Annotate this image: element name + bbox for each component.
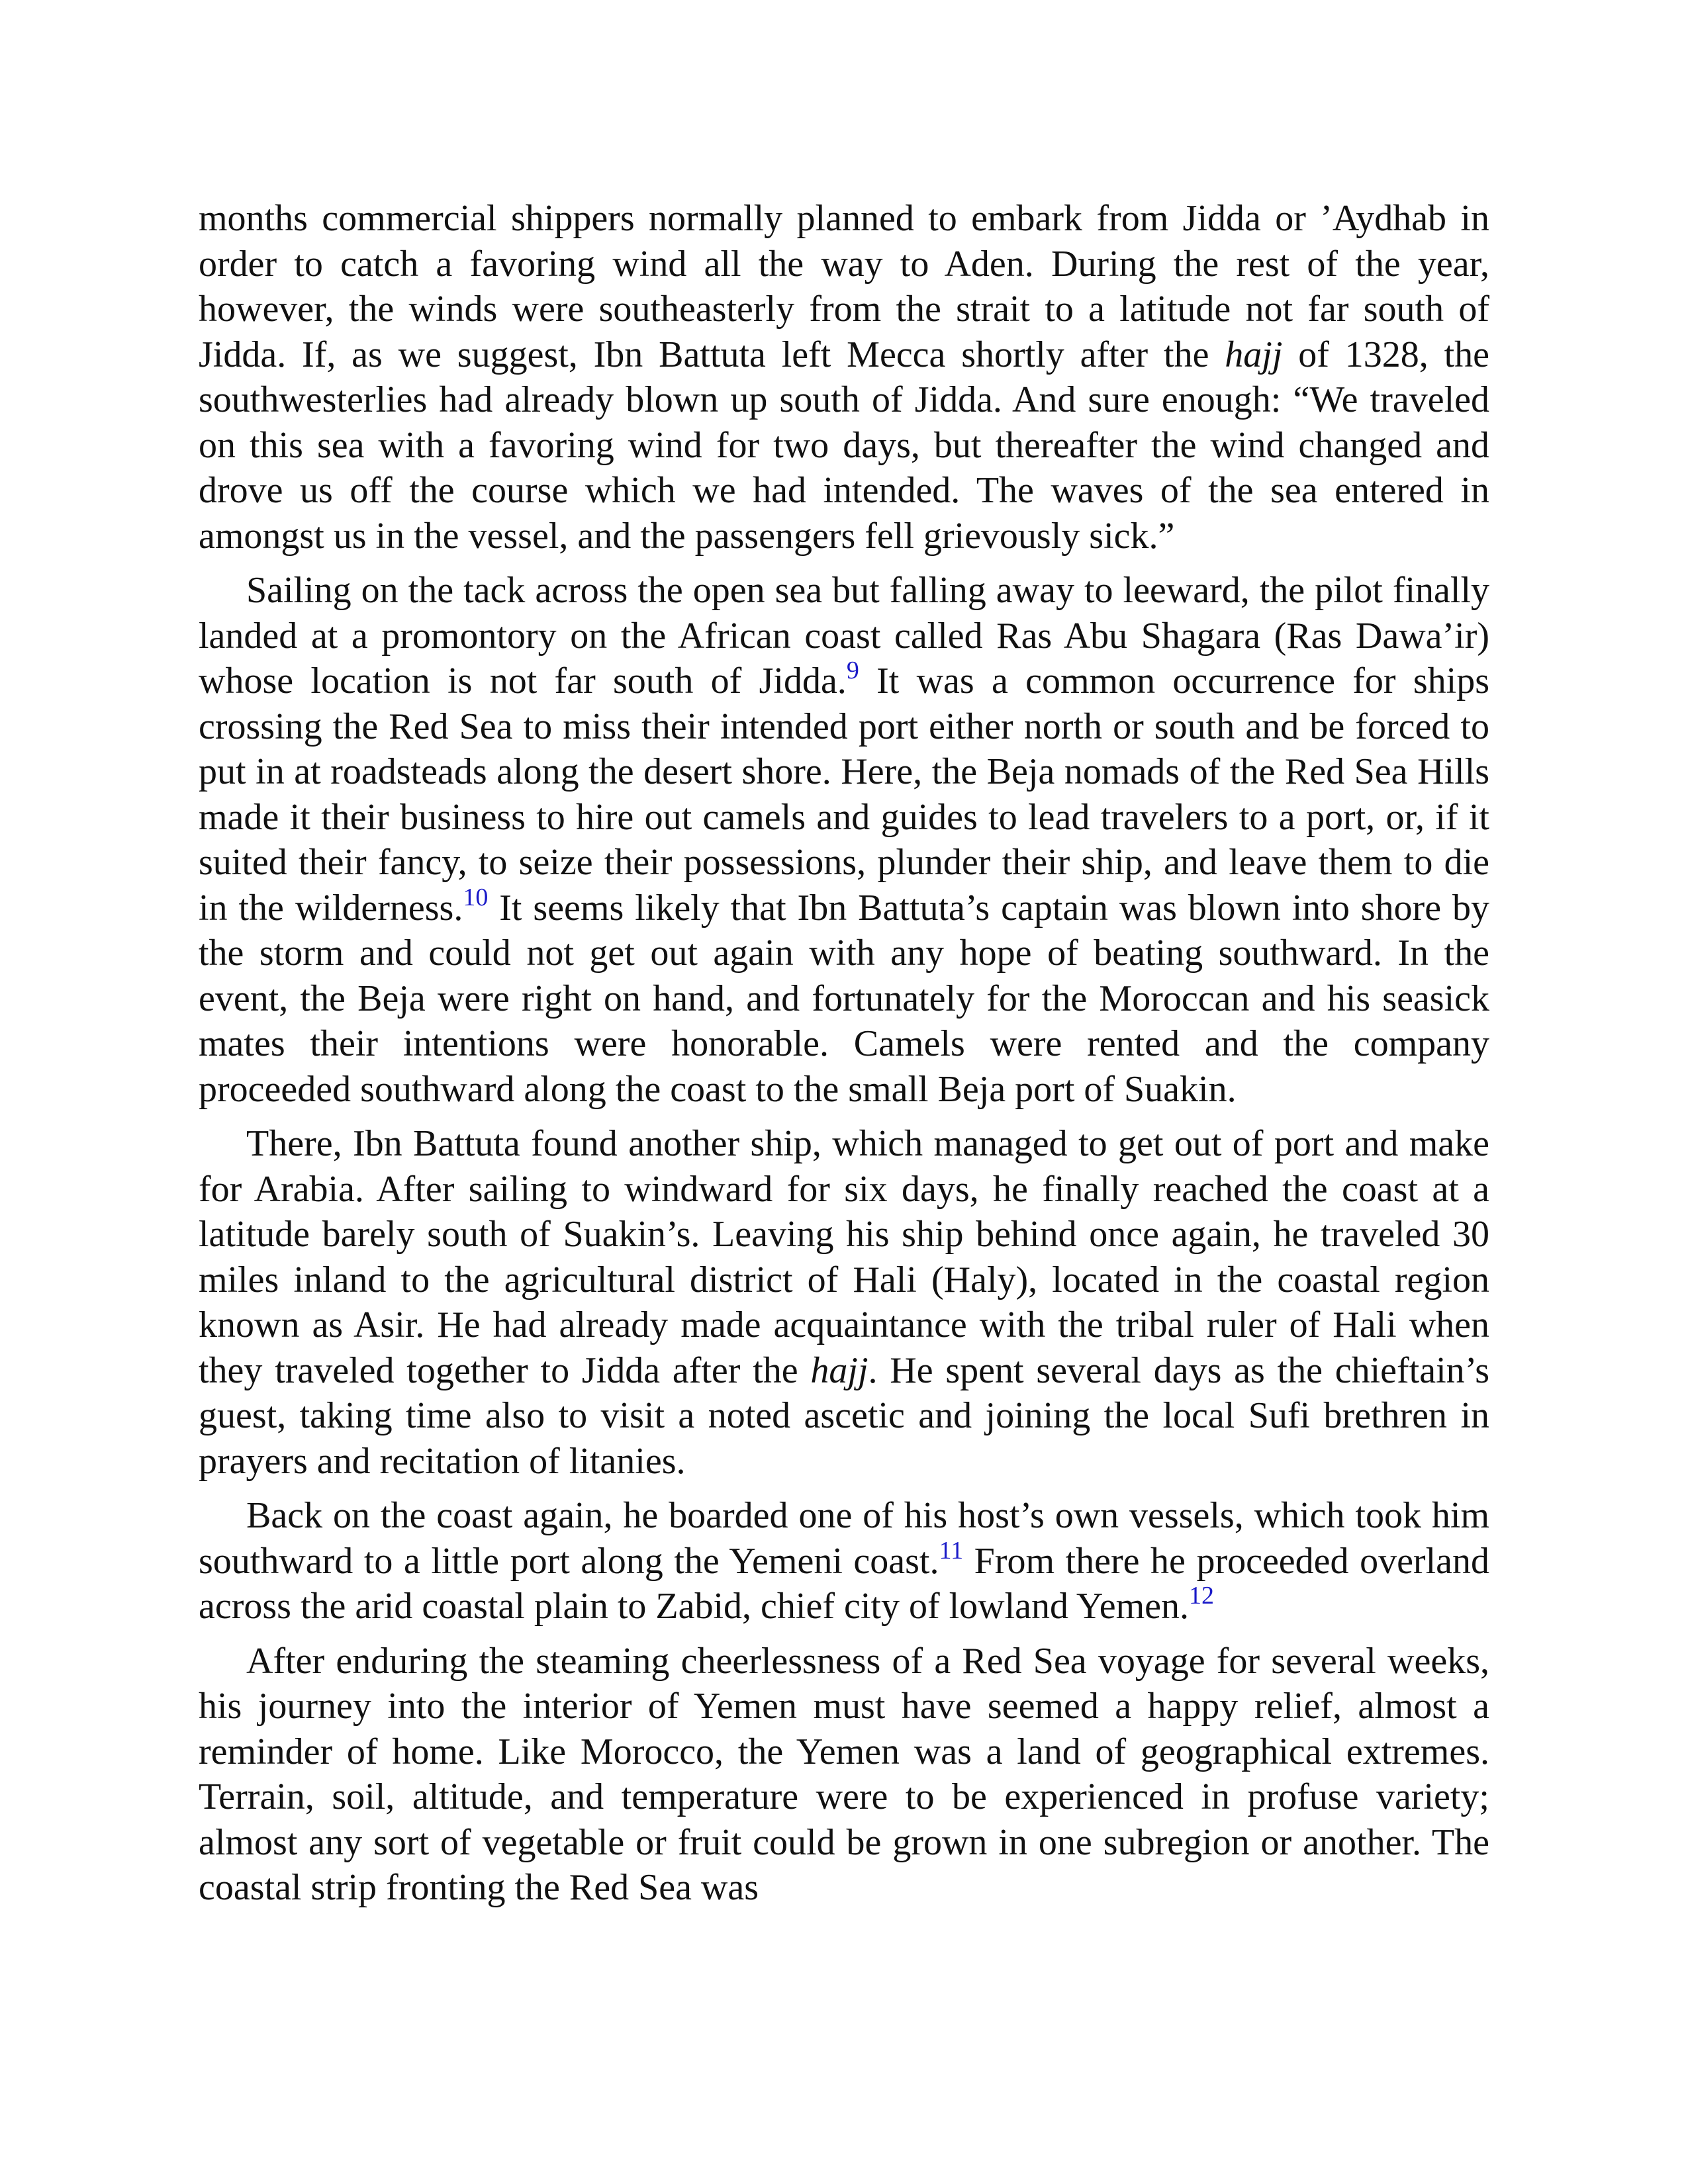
paragraph	[199, 1121, 1489, 1484]
paragraph-text: There, Ibn Battuta found another ship, which managed to get out of port and make for Arabia. After sailing to windward for six days, he finally reached the coast at a latitude barely south of Suakin’s. Leaving his ship behind once again, he traveled 30 miles inland to the agricultural district of Hali (Haly), located in the coastal region known as Asir. He had already made acquaintance with the tribal ruler of Hali when they traveled together to Jidda after the	[199, 1123, 1489, 1391]
paragraph-text: From there he proceeded overland across the arid coastal plain to Zabid, chief city of lowland Yemen.	[199, 1540, 1489, 1627]
paragraph-text: It seems likely that Ibn Battuta’s captain was blown into shore by the storm and could not get out again with any hope of beating southward. In the event, the Beja were right on hand, and fortunately for the Moroccan and his seasick mates their intentions were honorable. Camels were rented and the company proceeded southward along the coast to the small Beja port of Suakin.	[199, 887, 1489, 1110]
footnote-link-12[interactable]: 12	[1189, 1582, 1215, 1610]
paragraph-text: After enduring the steaming cheerlessness of a Red Sea voyage for several weeks, his journey into the interior of Yemen must have seemed a happy relief, almost a reminder of home. Like Morocco, the Yemen was a land of geographical extremes. Terrain, soil, altitude, and temperature were to be experienced in profuse variety; almost any sort of vegetable or fruit could be grown in one subregion or another. The coastal strip fronting the Red Sea was	[199, 1640, 1489, 1908]
paragraph-text: . He spent several days as the chieftain’s guest, taking time also to visit a noted ascetic and joining the local Sufi brethren in prayers and recitation of litanies.	[199, 1349, 1489, 1482]
paragraph-text: of 1328, the southwesterlies had already blown up south of Jidda. And sure enough: “We traveled on this sea with a favoring wind for two days, but thereafter the wind changed and drove us off the course which we had intended. The waves of the sea entered in amongst us in the vessel, and the passengers fell grievously sick.”	[199, 334, 1490, 557]
italic-term: hajj	[810, 1349, 868, 1391]
italic-term: hajj	[1225, 334, 1283, 375]
footnote-link-11[interactable]: 11	[939, 1536, 964, 1565]
footnote-link-9[interactable]: 9	[846, 657, 859, 684]
paragraph-text: Back on the coast again, he boarded one of his host’s own vessels, which took him southward to a little port along the Yemeni coast.	[199, 1495, 1489, 1582]
paragraph-text: It was a common occurrence for ships crossing the Red Sea to miss their intended port either north or south and be forced to put in at roadsteads along the desert shore. Here, the Beja nomads of the Red Sea Hills made it their business to hire out camels and guides to lead travelers to a port, or, if it suited their fancy, to seize their possessions, plunder their ship, and leave them to die in the wilderness.	[199, 660, 1490, 929]
paragraph	[199, 1493, 1489, 1629]
page-body	[199, 196, 1489, 1920]
paragraph	[199, 1639, 1489, 1911]
paragraph	[199, 568, 1489, 1112]
paragraph-text: Sailing on the tack across the open sea but falling away to leeward, the pilot finally landed at a promontory on the African coast called Ras Abu Shagara (Ras Dawa’ir) whose location is not far south of Jidda.	[199, 570, 1489, 702]
paragraph	[199, 196, 1489, 559]
paragraph-text: months commercial shippers normally planned to embark from Jidda or ’Aydhab in order to catch a favoring wind all the way to Aden. During the rest of the year, however, the winds were southeasterly from the strait to a latitude not far south of Jidda. If, as we suggest, Ibn Battuta left Mecca shortly after the	[199, 198, 1489, 375]
footnote-link-10[interactable]: 10	[463, 883, 489, 911]
